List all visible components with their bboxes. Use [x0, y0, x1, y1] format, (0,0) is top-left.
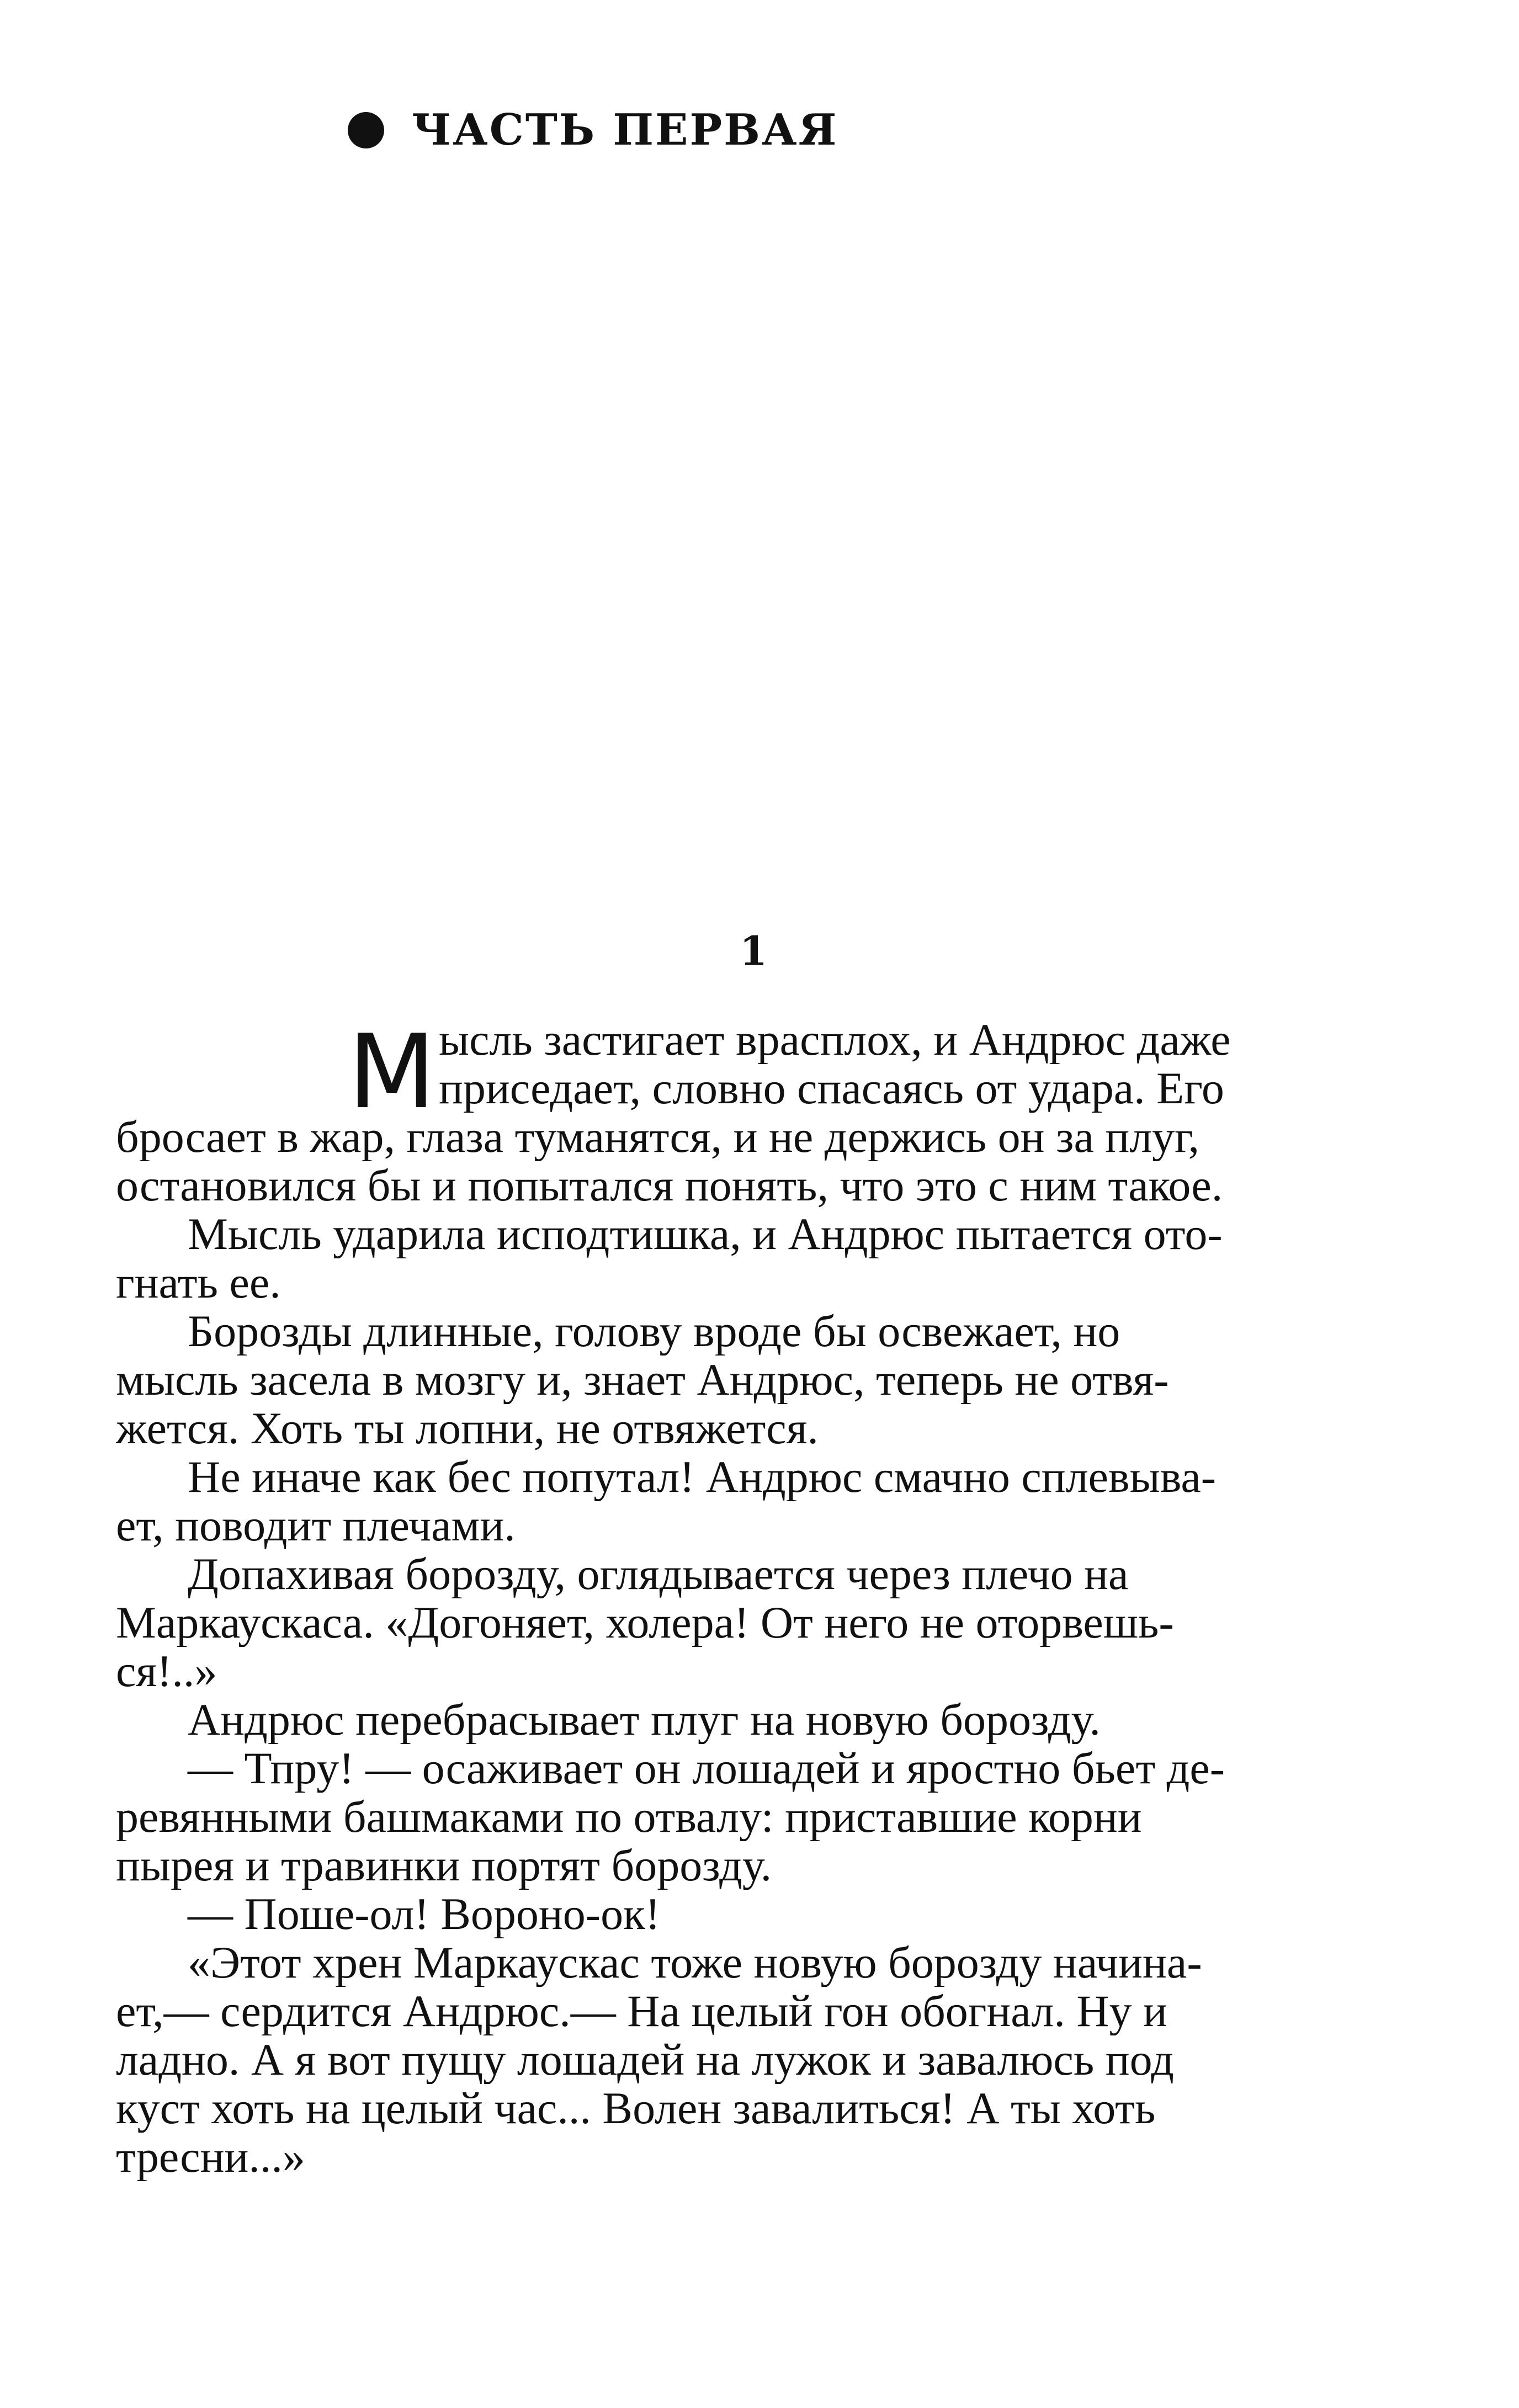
text-line: куст хоть на целый час... Волен завалиться! А ты хоть — [116, 2084, 1156, 2133]
text-line: ладно. А я вот пущу лошадей на лужок и завалюсь под — [116, 2035, 1174, 2084]
chapter-text — [116, 1012, 1380, 2181]
text-line: Андрюс перебрасывает плуг на новую борозду. — [188, 1695, 1101, 1744]
text-line: Допахивая борозду, оглядывается через плечо на — [188, 1550, 1129, 1598]
chapter-number: 1 — [740, 927, 768, 974]
text-line: Маркаускаса. «Догоняет, холера! От него не оторвешь- — [116, 1598, 1174, 1647]
text-line: Борозды длинные, голову вроде бы освежает, но — [188, 1307, 1120, 1356]
text-line: приседает, словно спасаясь от удара. Его — [439, 1064, 1224, 1113]
text-line: мысль засела в мозгу и, знает Андрюс, теперь не отвя- — [116, 1356, 1169, 1404]
part-title: ЧАСТЬ ПЕРВАЯ — [412, 105, 838, 155]
text-line: жется. Хоть ты лопни, не отвяжется. — [116, 1404, 819, 1453]
text-line: пырея и травинки портят борозду. — [116, 1841, 772, 1890]
part-heading — [348, 105, 838, 155]
text-line: ревянными башмаками по отвалу: приставшие корни — [116, 1793, 1142, 1841]
bullet-icon — [348, 112, 384, 148]
text-line: Мысль ударила исподтишка, и Андрюс пытается ото- — [188, 1210, 1223, 1258]
text-line: ет,— сердится Андрюс.— На целый гон обогнал. Ну и — [116, 1987, 1167, 2035]
text-line: ет, поводит плечами. — [116, 1501, 516, 1550]
text-line: бросает в жар, глаза туманятся, и не держись он за плуг, — [116, 1113, 1200, 1161]
text-line: ся!..» — [116, 1647, 217, 1695]
text-line: гнать ее. — [116, 1258, 281, 1307]
text-line: остановился бы и попытался понять, что это с ним такое. — [116, 1161, 1223, 1210]
text-line: — Тпру! — осаживает он лошадей и яростно бьет де- — [188, 1744, 1225, 1793]
text-line: тресни...» — [116, 2133, 305, 2181]
text-line: ысль застигает врасплох, и Андрюс даже — [439, 1016, 1231, 1064]
text-line: — Поше-ол! Вороно-ок! — [188, 1890, 661, 1938]
opening-paragraph-start — [116, 1012, 1380, 1131]
text-line: Не иначе как бес попутал! Андрюс смачно сплевыва- — [188, 1453, 1217, 1501]
drop-cap: М — [348, 1012, 436, 1131]
text-line: «Этот хрен Маркаускас тоже новую борозду начина- — [188, 1938, 1202, 1987]
